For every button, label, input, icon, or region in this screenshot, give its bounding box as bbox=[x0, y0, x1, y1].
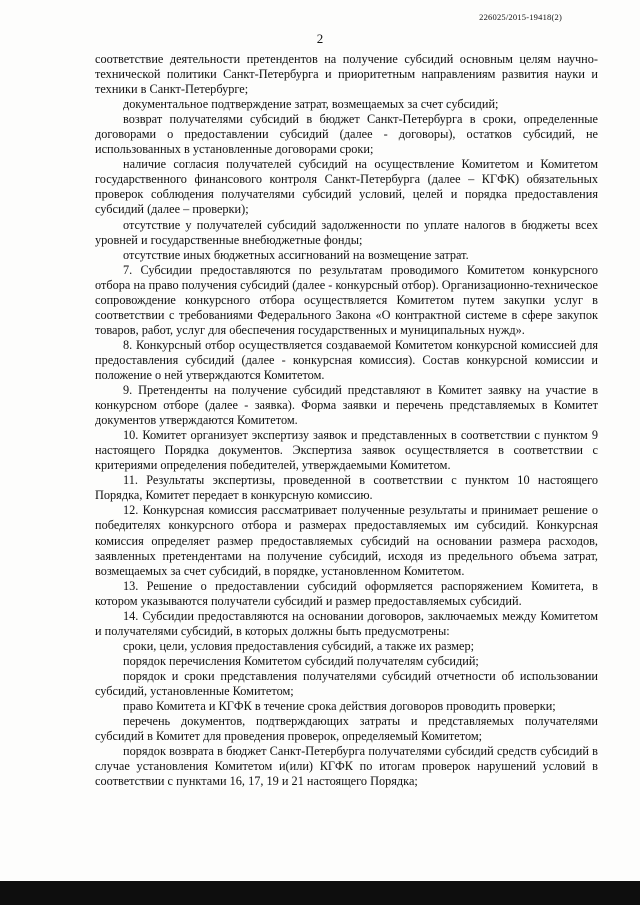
document-id: 226025/2015-19418(2) bbox=[479, 12, 562, 22]
paragraph: документальное подтверждение затрат, возмещаемых за счет субсидий; bbox=[123, 97, 499, 112]
paragraph: соответствие деятельности претендентов на получение субсидий основным целям научно-технической политики Санкт-Петербурга и приоритетным направлениям развития науки и техники в Санкт-Петербурге; bbox=[95, 52, 598, 97]
paragraph: перечень документов, подтверждающих затраты и представляемых получателями субсидий в Комитет для проведения проверок, определяемый Комитетом; bbox=[95, 714, 598, 744]
paragraph: наличие согласия получателей субсидий на осуществление Комитетом и Комитетом государственного финансового контроля Санкт-Петербурга (далее – КГФК) обязательных проверок соблюдения получателями субсидий условий, целей и порядка предоставления субсидий (далее – проверки); bbox=[95, 157, 598, 217]
scan-edge-bar bbox=[0, 881, 640, 905]
paragraph: порядок и сроки представления получателями субсидий отчетности об использовании субсидий, установленные Комитетом; bbox=[95, 668, 598, 698]
paragraph: 12. Конкурсная комиссия рассматривает полученные результаты и принимает решение о победителях конкурсного отбора и размерах предоставляемых им субсидий. Конкурсная комиссия определяет размер предоставляемых субсидий на основании размера расходов, заявленных претендентами на получение субсидий, исходя из предельного объема затрат, возмещаемых за счет субсидий, в порядке, установленном Комитетом. bbox=[95, 503, 598, 578]
paragraph: отсутствие иных бюджетных ассигнований на возмещение затрат. bbox=[123, 247, 469, 262]
paragraph: сроки, цели, условия предоставления субсидий, а также их размер; bbox=[123, 638, 475, 653]
paragraph: 8. Конкурсный отбор осуществляется создаваемой Комитетом конкурсной комиссией для предоставления субсидий (далее - конкурсная комиссия). Состав конкурсной комиссии и положение о ней утверждаются Комитетом. bbox=[95, 337, 598, 382]
paragraph: право Комитета и КГФК в течение срока действия договоров проводить проверки; bbox=[123, 699, 556, 714]
page-number: 2 bbox=[316, 31, 324, 46]
paragraph: возврат получателями субсидий в бюджет Санкт-Петербурга в сроки, определенные договорами о предоставлении субсидий (далее - договоры), остатков субсидий, не использованных в установленные договорами сроки; bbox=[95, 112, 598, 157]
paragraph: 7. Субсидии предоставляются по результатам проводимого Комитетом конкурсного отбора на право получения субсидий (далее - конкурсный отбор). Организационно-техническое сопровождение конкурсного отбора осуществляется Комитетом путем закупки услуг в соответствии с требованиями Федерального Закона «О контрактной системе в сфере закупок товаров, работ, услуг для обеспечения государственных и муниципальных нужд». bbox=[95, 262, 598, 337]
paragraph: порядок перечисления Комитетом субсидий получателям субсидий; bbox=[123, 653, 479, 668]
paragraph: 14. Субсидии предоставляются на основании договоров, заключаемых между Комитетом и получателями субсидий, в которых должны быть предусмотрены: bbox=[95, 608, 598, 638]
paragraph: 13. Решение о предоставлении субсидий оформляется распоряжением Комитета, в котором указываются получатели субсидий и размер предоставляемых субсидий. bbox=[95, 578, 598, 608]
paragraph: 10. Комитет организует экспертизу заявок и представленных в соответствии с пунктом 9 настоящего Порядка документов. Экспертиза заявок осуществляется в соответствии с критериями определения победителей, утверждаемыми Комитетом. bbox=[95, 428, 598, 473]
paragraph: 11. Результаты экспертизы, проведенной в соответствии с пунктом 10 настоящего Порядка, Комитет передает в конкурсную комиссию. bbox=[95, 473, 598, 503]
paragraph: порядок возврата в бюджет Санкт-Петербурга получателями субсидий средств субсидий в случае установления Комитетом и(или) КГФК по итогам проверок нарушений условий в соответствии с пунктами 16, 17, 19 и 21 настоящего Порядка; bbox=[95, 744, 598, 789]
paragraph: отсутствие у получателей субсидий задолженности по уплате налогов в бюджеты всех уровней и государственные внебюджетные фонды; bbox=[95, 217, 598, 247]
paragraph: 9. Претенденты на получение субсидий представляют в Комитет заявку на участие в конкурсном отборе (далее - заявка). Форма заявки и перечень представляемых в Комитет документов утверждаются Комитетом. bbox=[95, 383, 598, 428]
document-body bbox=[95, 52, 598, 789]
